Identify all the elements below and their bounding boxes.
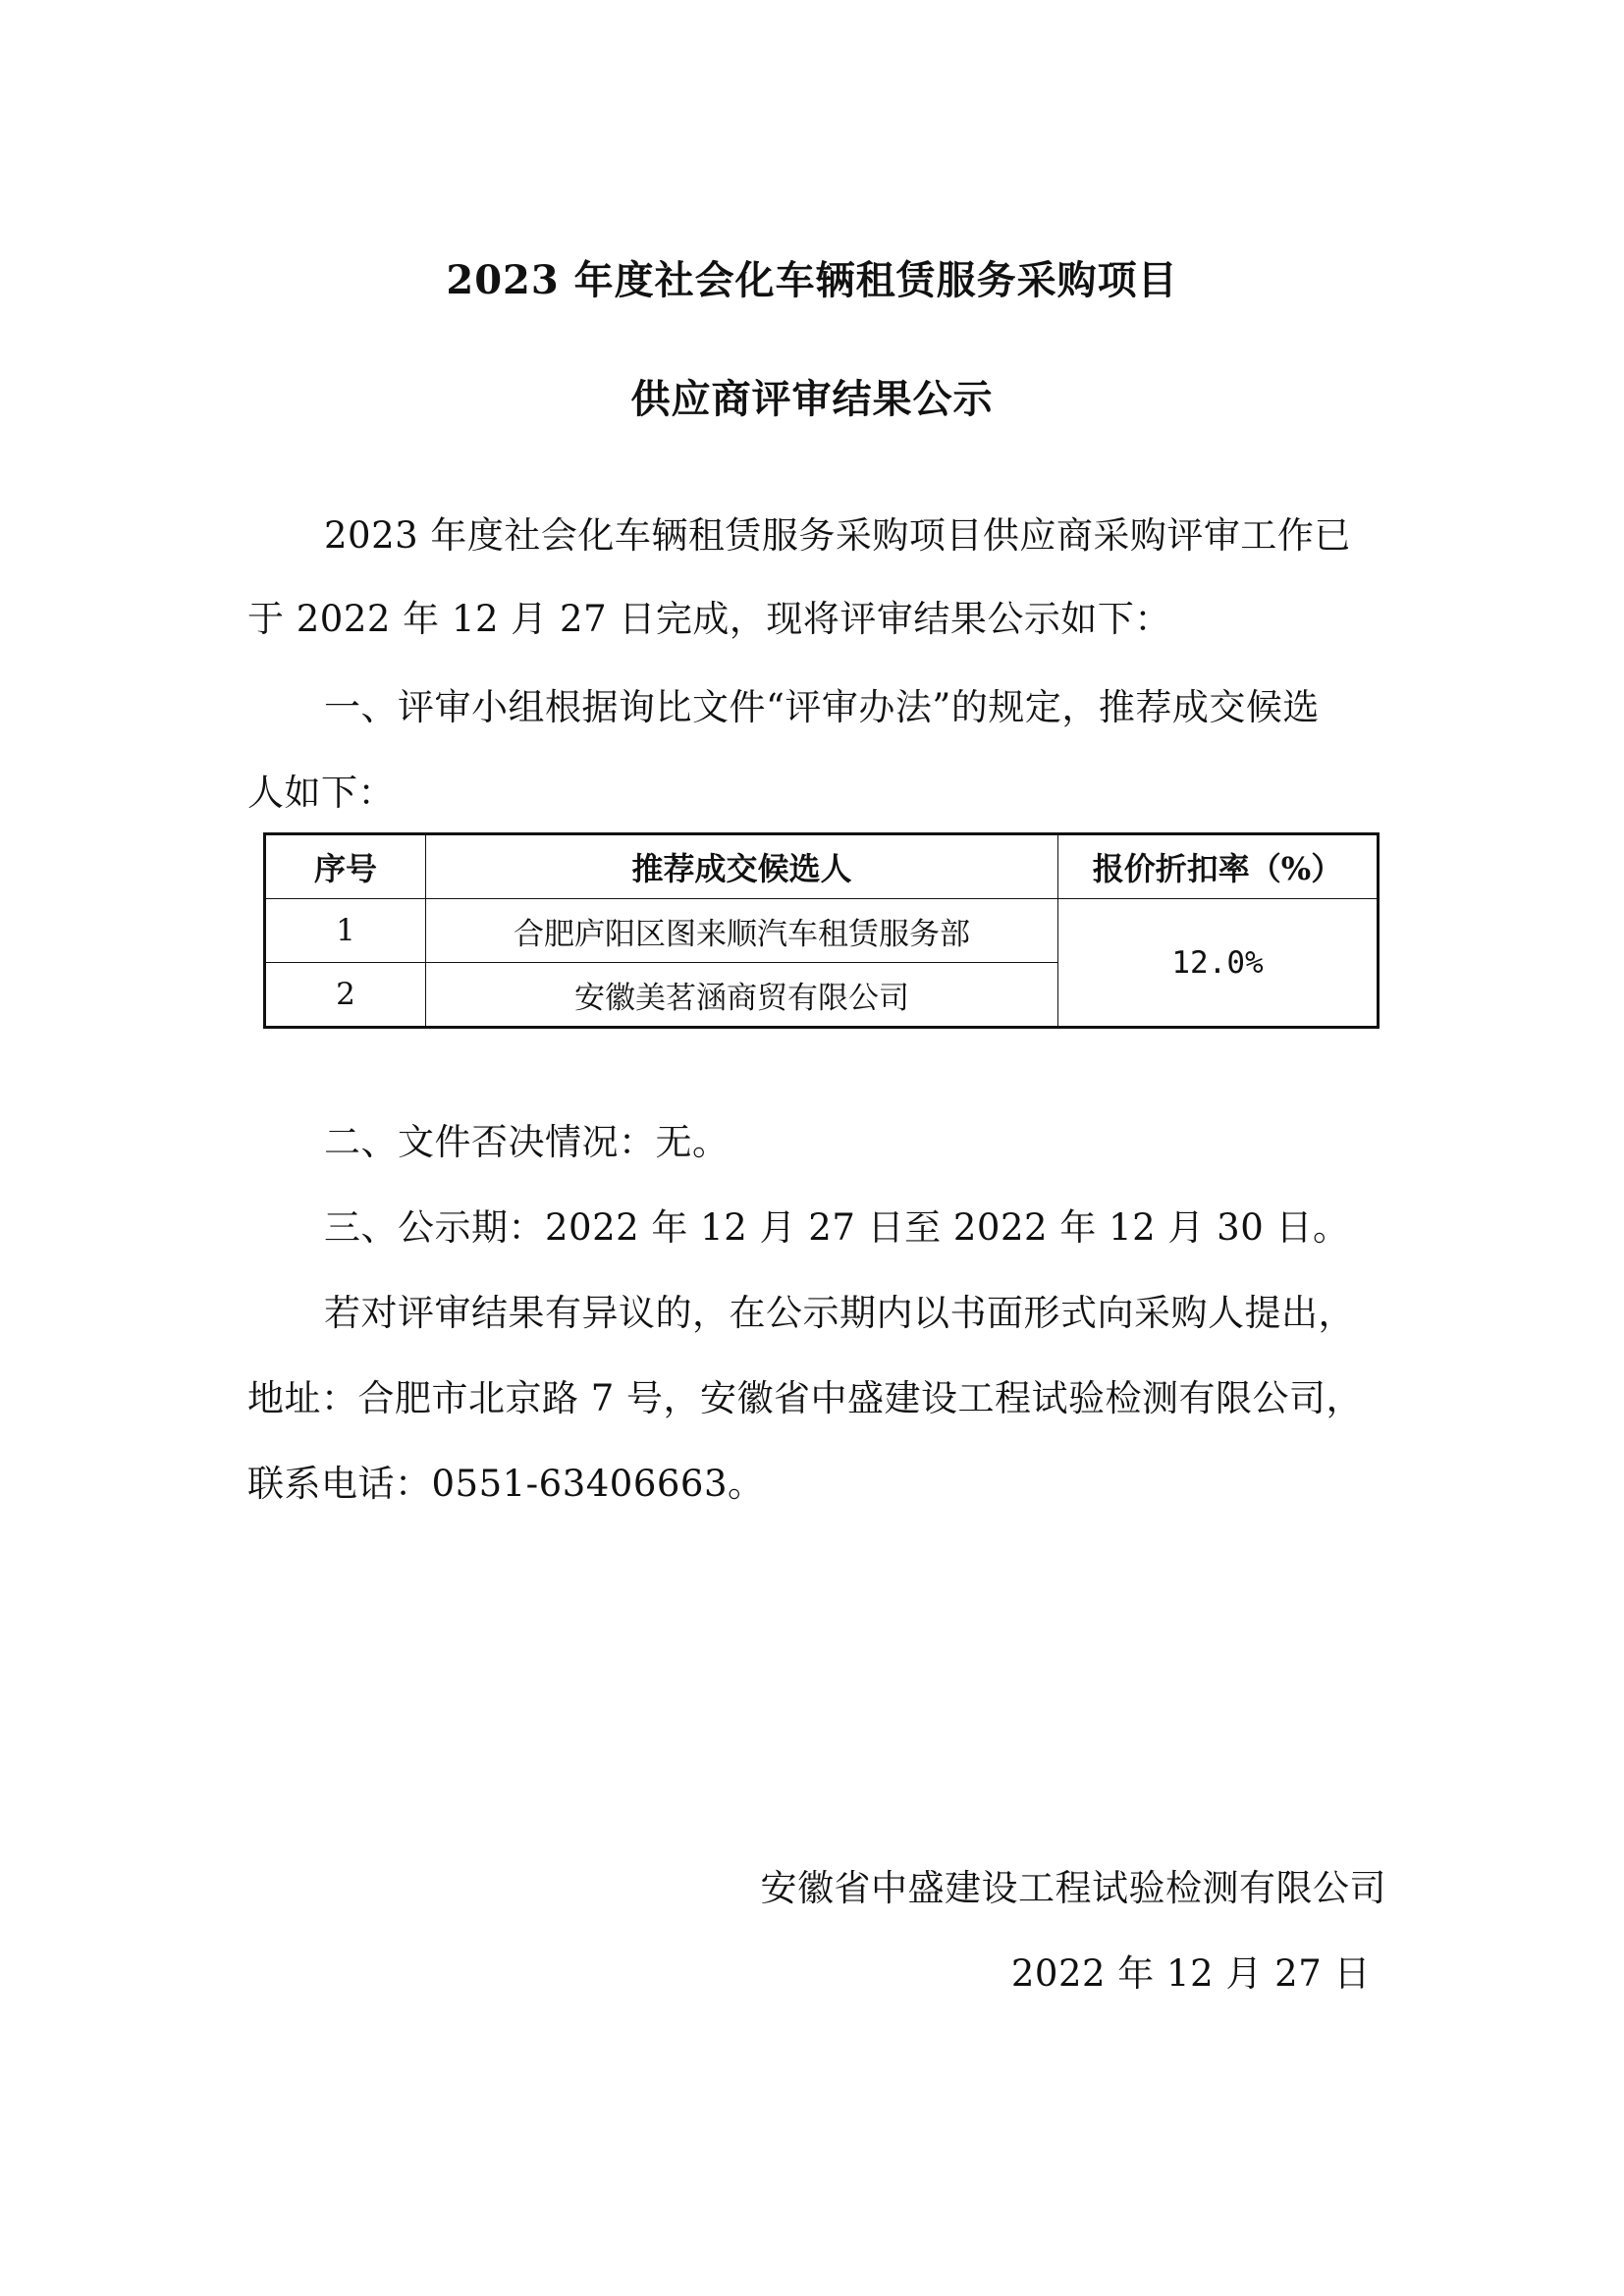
header-discount-rate: 报价折扣率（%） [1058, 834, 1379, 899]
row-candidate-name: 安徽美茗涵商贸有限公司 [426, 963, 1058, 1028]
table-row [265, 899, 1379, 963]
signature-company: 安徽省中盛建设工程试验检测有限公司 [760, 1867, 1386, 1909]
row-serial-number: 2 [265, 963, 426, 1028]
item-one-line-2: 人如下： [247, 772, 395, 814]
header-candidate: 推荐成交候选人 [426, 834, 1058, 899]
item-three: 三、公示期：2022 年 12 月 27 日至 2022 年 12 月 30 日。 [324, 1206, 1350, 1249]
row-serial-number: 1 [265, 899, 426, 963]
discount-rate-value: 12.0% [1058, 899, 1379, 1028]
objection-line-3: 联系电话：0551-63406663。 [247, 1463, 765, 1505]
objection-line-1: 若对评审结果有异议的，在公示期内以书面形式向采购人提出， [324, 1292, 1355, 1334]
intro-paragraph-line-1: 2023 年度社会化车辆租赁服务采购项目供应商采购评审工作已 [324, 514, 1351, 557]
document-title: 2023 年度社会化车辆租赁服务采购项目 [446, 257, 1178, 303]
objection-line-2: 地址：合肥市北京路 7 号，安徽省中盛建设工程试验检测有限公司， [247, 1377, 1364, 1419]
candidates-table [263, 832, 1380, 1029]
table-header-row [265, 834, 1379, 899]
signature-date: 2022 年 12 月 27 日 [1010, 1952, 1371, 1995]
row-candidate-name: 合肥庐阳区图来顺汽车租赁服务部 [426, 899, 1058, 963]
item-two: 二、文件否决情况：无。 [324, 1121, 730, 1163]
header-serial-number: 序号 [265, 834, 426, 899]
item-one-line-1: 一、评审小组根据询比文件“评审办法”的规定，推荐成交候选 [324, 686, 1320, 728]
intro-paragraph-line-2: 于 2022 年 12 月 27 日完成，现将评审结果公示如下： [247, 598, 1171, 640]
document-subtitle: 供应商评审结果公示 [630, 376, 994, 422]
